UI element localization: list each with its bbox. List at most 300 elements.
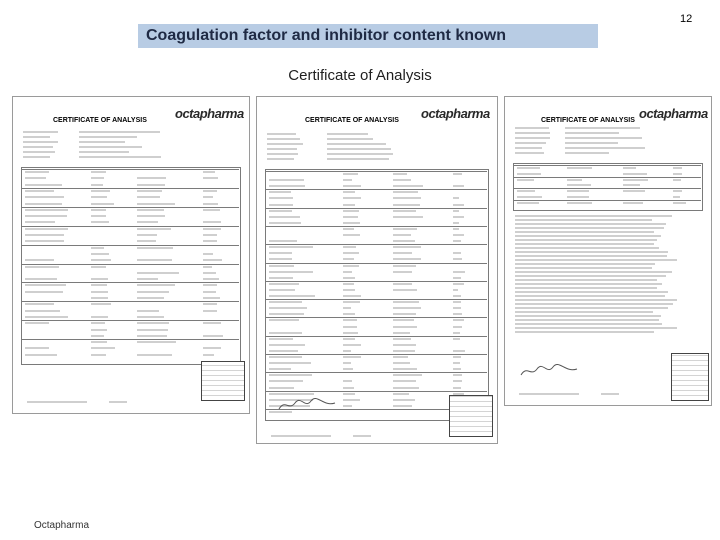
scan-text-line (343, 344, 361, 346)
scan-text-line (517, 196, 542, 198)
scan-text-line (565, 137, 642, 139)
scan-text-line (343, 307, 351, 309)
company-stamp (671, 353, 709, 401)
scan-text-line (137, 297, 164, 299)
scan-text-line (623, 173, 647, 175)
scan-text-line (623, 184, 640, 186)
scan-text-line (515, 287, 657, 289)
scan-text-line (137, 316, 164, 318)
scan-text-line (327, 153, 393, 155)
scan-text-line (453, 173, 462, 175)
scan-text-line (23, 131, 58, 133)
scan-text-line (393, 271, 412, 273)
scan-text-line (453, 380, 462, 382)
scan-text-line (343, 405, 352, 407)
scan-text-line (343, 173, 358, 175)
scan-text-line (623, 202, 643, 204)
results-table (513, 163, 703, 211)
scan-text-line (269, 240, 297, 242)
scan-text-line (343, 356, 361, 358)
scan-text-line (343, 204, 355, 206)
scan-text-line (25, 190, 54, 192)
scan-text-line (137, 272, 179, 274)
signature (519, 363, 579, 379)
scan-text-line (393, 356, 408, 358)
certificate-scan-3 (504, 96, 712, 406)
scan-text-line (393, 307, 421, 309)
scan-text-line (79, 136, 137, 138)
scan-text-line (453, 252, 461, 254)
scan-text-line (203, 310, 217, 312)
scan-text-line (393, 265, 416, 267)
scan-text-line (269, 265, 294, 267)
scan-text-line (137, 354, 172, 356)
scan-text-line (453, 216, 464, 218)
scan-text-line (393, 380, 416, 382)
scan-text-line (343, 399, 360, 401)
scan-text-line (343, 368, 353, 370)
scan-text-line (203, 203, 218, 205)
scan-text-line (137, 228, 171, 230)
scan-text-line (393, 197, 421, 199)
scan-text-line (515, 323, 662, 325)
table-rule (21, 282, 239, 283)
scan-text-line (203, 196, 213, 198)
scan-text-line (515, 267, 652, 269)
table-rule (513, 188, 701, 189)
scan-text-line (517, 179, 534, 181)
scan-text-line (269, 210, 292, 212)
scan-text-line (453, 222, 459, 224)
scan-text-line (269, 350, 298, 352)
table-rule (265, 354, 487, 355)
scan-text-line (269, 295, 315, 297)
certificate-heading: CERTIFICATE OF ANALYSIS (541, 117, 635, 124)
scan-text-line (515, 315, 661, 317)
scan-text-line (91, 196, 107, 198)
scan-text-line (515, 127, 549, 129)
scan-text-line (91, 329, 107, 331)
table-rule (513, 165, 701, 166)
scan-text-line (267, 148, 297, 150)
scan-footer-text (519, 393, 579, 395)
scan-text-line (567, 190, 589, 192)
scan-text-line (393, 344, 416, 346)
scan-text-line (137, 335, 167, 337)
certificate-heading: CERTIFICATE OF ANALYSIS (305, 117, 399, 124)
scan-text-line (393, 319, 414, 321)
scan-text-line (515, 137, 550, 139)
scan-text-line (393, 374, 422, 376)
scan-text-line (515, 283, 662, 285)
scan-text-line (25, 234, 64, 236)
scan-text-line (343, 283, 354, 285)
table-rule (513, 200, 701, 201)
scan-text-line (91, 303, 111, 305)
scan-text-line (137, 234, 157, 236)
scan-text-line (515, 142, 546, 144)
scan-text-line (25, 177, 46, 179)
scan-text-line (673, 173, 682, 175)
table-rule (513, 177, 701, 178)
scan-text-line (269, 283, 299, 285)
scan-text-line (137, 322, 169, 324)
scan-text-line (515, 247, 659, 249)
scan-text-line (23, 141, 58, 143)
scan-text-line (267, 153, 298, 155)
scan-text-line (453, 301, 461, 303)
slide-title: Coagulation factor and inhibitor content known (146, 27, 506, 44)
scan-text-line (343, 258, 354, 260)
certificate-scan-2 (256, 96, 498, 444)
company-stamp (449, 395, 493, 437)
scan-text-line (137, 341, 176, 343)
scan-text-line (25, 284, 66, 286)
scan-text-line (79, 131, 160, 133)
scan-text-line (91, 354, 106, 356)
scan-text-line (515, 147, 542, 149)
scan-text-line (343, 319, 357, 321)
scan-text-line (269, 344, 305, 346)
table-rule (265, 189, 487, 190)
certificate-heading: CERTIFICATE OF ANALYSIS (53, 117, 147, 124)
scan-text-line (673, 179, 681, 181)
scan-text-line (453, 313, 462, 315)
scan-text-line (137, 247, 173, 249)
table-rule (265, 299, 487, 300)
scan-text-line (343, 271, 352, 273)
scan-text-line (203, 297, 220, 299)
scan-text-line (91, 297, 108, 299)
scan-text-line (25, 266, 59, 268)
scan-text-line (137, 240, 156, 242)
scan-text-line (515, 215, 672, 217)
scan-text-line (269, 313, 304, 315)
scan-text-line (453, 307, 461, 309)
scan-text-line (203, 335, 223, 337)
scan-text-line (203, 272, 216, 274)
scan-footer-text (109, 401, 127, 403)
scan-text-line (269, 393, 314, 395)
scan-text-line (91, 247, 104, 249)
certificate-scan-1 (12, 96, 250, 414)
scan-text-line (25, 171, 49, 173)
scan-text-line (565, 132, 619, 134)
scan-text-line (343, 210, 359, 212)
signature (277, 397, 337, 413)
scan-text-line (515, 319, 659, 321)
table-rule (265, 391, 487, 392)
scan-text-line (91, 221, 109, 223)
scan-text-line (91, 322, 105, 324)
scan-text-line (393, 338, 411, 340)
scan-text-line (515, 327, 677, 329)
scan-text-line (673, 202, 686, 204)
scan-text-line (567, 202, 592, 204)
scan-text-line (267, 133, 296, 135)
table-rule (265, 317, 487, 318)
table-rule (21, 188, 239, 189)
scan-text-line (453, 234, 464, 236)
scan-text-line (79, 151, 129, 153)
table-rule (21, 320, 239, 321)
scan-text-line (393, 283, 412, 285)
scan-text-line (515, 132, 550, 134)
scan-text-line (25, 184, 62, 186)
scan-text-line (515, 307, 668, 309)
scan-text-line (343, 252, 359, 254)
scan-text-line (453, 338, 460, 340)
scan-text-line (25, 209, 68, 211)
scan-text-line (453, 362, 460, 364)
scan-text-line (453, 185, 464, 187)
scan-text-line (393, 228, 417, 230)
scan-text-line (25, 228, 68, 230)
scan-text-line (25, 278, 57, 280)
scan-footer-text (601, 393, 619, 395)
table-rule (265, 208, 487, 209)
scan-text-line (25, 310, 60, 312)
scan-text-line (269, 222, 301, 224)
scan-text-line (515, 231, 654, 233)
scan-text-line (673, 190, 682, 192)
scan-text-line (515, 152, 544, 154)
scan-text-line (269, 185, 305, 187)
scan-text-line (269, 246, 313, 248)
scan-text-line (343, 185, 361, 187)
scan-text-line (269, 374, 312, 376)
scan-text-line (343, 326, 357, 328)
scan-text-line (515, 271, 672, 273)
scan-text-line (203, 347, 221, 349)
scan-text-line (393, 258, 421, 260)
scan-text-line (343, 222, 360, 224)
scan-text-line (91, 209, 106, 211)
scan-text-line (137, 177, 166, 179)
scan-text-line (453, 350, 465, 352)
scan-footer-text (27, 401, 87, 403)
scan-text-line (91, 278, 108, 280)
table-rule (265, 372, 487, 373)
scan-text-line (515, 263, 655, 265)
scan-text-line (453, 283, 464, 285)
scan-text-line (269, 258, 292, 260)
scan-text-line (567, 167, 592, 169)
scan-text-line (25, 316, 68, 318)
scan-text-line (25, 259, 54, 261)
scan-text-line (453, 374, 462, 376)
table-rule (265, 281, 487, 282)
scan-text-line (673, 167, 682, 169)
scan-text-line (393, 191, 418, 193)
scan-text-line (393, 210, 416, 212)
scan-text-line (91, 347, 115, 349)
scan-text-line (137, 284, 175, 286)
scan-text-line (453, 368, 461, 370)
table-rule (21, 339, 239, 340)
scan-text-line (343, 216, 358, 218)
scan-text-line (515, 235, 661, 237)
scan-text-line (453, 387, 461, 389)
scan-text-line (343, 332, 358, 334)
scan-text-line (137, 259, 172, 261)
scan-text-line (453, 319, 464, 321)
scan-text-line (203, 234, 217, 236)
scan-text-line (565, 152, 609, 154)
scan-text-line (91, 341, 107, 343)
scan-text-line (517, 202, 539, 204)
scan-text-line (327, 133, 368, 135)
scan-text-line (567, 184, 591, 186)
scan-text-line (91, 284, 107, 286)
scan-text-line (203, 171, 215, 173)
scan-text-line (515, 299, 677, 301)
scan-text-line (203, 177, 218, 179)
scan-text-line (137, 291, 169, 293)
scan-text-line (343, 301, 360, 303)
scan-text-line (515, 275, 666, 277)
scan-text-line (203, 266, 212, 268)
scan-text-line (91, 203, 114, 205)
scan-text-line (393, 289, 417, 291)
scan-text-line (91, 291, 108, 293)
table-rule (21, 264, 239, 265)
scan-text-line (343, 179, 352, 181)
table-rule (21, 301, 239, 302)
scan-text-line (515, 239, 657, 241)
scan-text-line (517, 173, 541, 175)
scan-text-line (91, 190, 110, 192)
scan-text-line (343, 295, 361, 297)
scan-text-line (23, 146, 53, 148)
scan-text-line (393, 179, 411, 181)
scan-text-line (269, 307, 307, 309)
scan-text-line (23, 151, 55, 153)
scan-text-line (91, 215, 106, 217)
scan-text-line (515, 279, 657, 281)
scan-text-line (343, 191, 355, 193)
scan-text-line (269, 277, 293, 279)
scan-text-line (393, 246, 421, 248)
scan-text-line (269, 204, 293, 206)
scan-text-line (203, 322, 221, 324)
scan-text-line (565, 127, 640, 129)
scan-text-line (203, 354, 214, 356)
table-rule (21, 245, 239, 246)
scan-text-line (515, 223, 666, 225)
scan-text-line (393, 216, 423, 218)
scan-text-line (343, 265, 359, 267)
scan-text-line (393, 393, 409, 395)
scan-text-line (79, 141, 125, 143)
scan-text-line (25, 196, 64, 198)
scan-text-line (453, 240, 461, 242)
scan-text-line (137, 203, 175, 205)
scan-text-line (565, 142, 618, 144)
table-rule (265, 263, 487, 264)
scan-text-line (25, 303, 54, 305)
scan-text-line (269, 362, 311, 364)
scan-text-line (137, 310, 159, 312)
scan-text-line (137, 209, 164, 211)
scan-text-line (269, 380, 303, 382)
octapharma-logo: octapharma (639, 106, 708, 121)
scan-text-line (137, 329, 168, 331)
scan-text-line (515, 219, 652, 221)
scan-text-line (91, 184, 103, 186)
page-number: 12 (680, 13, 693, 25)
scan-text-line (269, 338, 293, 340)
scan-text-line (91, 171, 106, 173)
scan-text-line (453, 258, 462, 260)
scan-text-line (343, 228, 354, 230)
scan-text-line (269, 319, 299, 321)
scan-text-line (393, 399, 415, 401)
scan-text-line (343, 246, 356, 248)
scan-text-line (203, 190, 217, 192)
scan-text-line (393, 387, 419, 389)
slide-title-bar (138, 24, 598, 48)
scan-text-line (343, 393, 355, 395)
table-rule (21, 207, 239, 208)
scan-text-line (79, 146, 142, 148)
scan-text-line (203, 240, 217, 242)
scan-text-line (393, 350, 415, 352)
scan-text-line (393, 313, 416, 315)
scan-text-line (91, 316, 108, 318)
scan-text-line (137, 221, 158, 223)
scan-text-line (393, 301, 419, 303)
scan-text-line (327, 148, 391, 150)
scan-text-line (203, 253, 213, 255)
scan-text-line (269, 216, 300, 218)
scan-text-line (269, 387, 294, 389)
scan-text-line (269, 179, 304, 181)
scan-text-line (343, 380, 352, 382)
scan-text-line (343, 289, 355, 291)
scan-text-line (343, 387, 354, 389)
scan-text-line (267, 158, 294, 160)
table-rule (21, 226, 239, 227)
scan-text-line (137, 184, 165, 186)
scan-text-line (137, 190, 162, 192)
scan-text-line (453, 228, 459, 230)
scan-text-line (267, 143, 303, 145)
scan-text-line (515, 311, 653, 313)
scan-text-line (269, 271, 313, 273)
scan-text-line (25, 240, 64, 242)
scan-text-line (453, 277, 461, 279)
scan-text-line (23, 156, 50, 158)
scan-text-line (453, 204, 464, 206)
scan-text-line (623, 167, 636, 169)
scan-text-line (327, 138, 373, 140)
scan-text-line (343, 313, 355, 315)
octapharma-logo: octapharma (175, 106, 244, 121)
scan-text-line (453, 356, 461, 358)
scan-text-line (25, 221, 55, 223)
scan-text-line (623, 190, 645, 192)
scan-text-line (393, 362, 410, 364)
scan-text-line (453, 295, 461, 297)
scan-text-line (25, 203, 62, 205)
scan-text-line (393, 234, 411, 236)
scan-text-line (343, 197, 361, 199)
scan-text-line (79, 156, 161, 158)
scan-text-line (393, 173, 407, 175)
scan-text-line (203, 228, 221, 230)
scan-text-line (23, 136, 50, 138)
